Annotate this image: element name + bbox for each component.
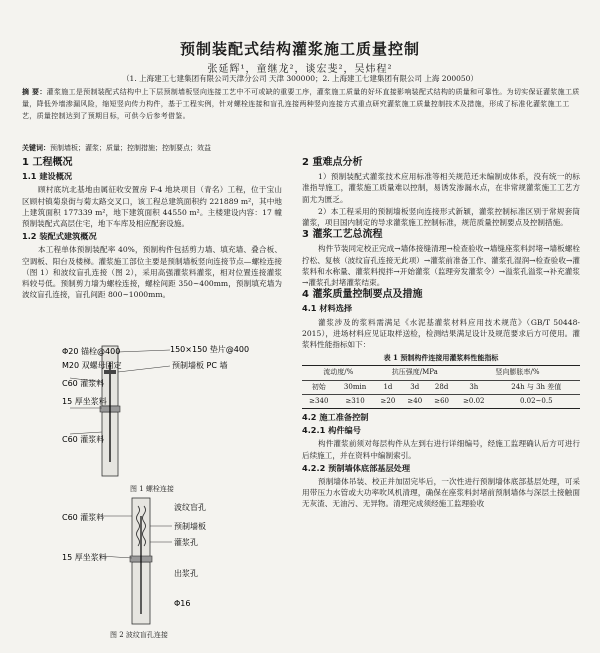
table-caption: 表 1 预制构件连接用灌浆料性能指标 xyxy=(383,353,499,363)
fig1-label: 150×150 垫片@400 xyxy=(170,345,250,354)
abstract xyxy=(22,86,582,122)
table-header-row xyxy=(302,366,580,380)
fig1-label: C60 灌浆料 xyxy=(62,379,105,388)
nut xyxy=(104,370,116,374)
affiliation: （1. 上海建工七建集团有限公司天津分公司 天津 300000；2. 上海建工七建集团有限公司 上海 200050） xyxy=(122,74,478,83)
fig2-label: 波纹盲孔 xyxy=(174,503,206,512)
fig2-label: 出浆孔 xyxy=(174,569,198,578)
subsection-heading: 4.2.2 预制墙体底部基层处理 xyxy=(302,462,411,473)
subsection-heading: 1.2 装配式建筑概况 xyxy=(22,231,97,242)
fig2-label: 15 厚坐浆料 xyxy=(62,553,107,562)
table-cell: 0.02~0.5 xyxy=(493,394,580,408)
authors: 张延辉¹，童继龙²，谈宏斐²，吴炜程² xyxy=(207,64,393,75)
figure-1-caption: 图 1 螺栓连接 xyxy=(130,485,174,493)
fig2-label: Φ16 xyxy=(174,599,191,608)
table-cell: ≥340 xyxy=(302,394,336,408)
table-subheader: 24h 与 3h 差值 xyxy=(493,380,580,394)
fig1-label: C60 灌浆料 xyxy=(62,435,105,444)
subsection-heading: 4.2 施工准备控制 xyxy=(302,412,369,423)
leader-line xyxy=(118,350,170,352)
page-title: 预制装配式结构灌浆施工质量控制 xyxy=(179,40,420,58)
table-header: 抗压强度/MPa xyxy=(375,366,456,380)
abstract-text: 灌浆施工是预制装配式结构中上下层预制墙板竖向连接工艺中不可或缺的重要工序，灌浆施工质量的好坏直接影响装配式结构的质量和可靠性。为切实保证灌浆施工质量，降低外墙渗漏风险，缩短竖向传力构件，基于工程实例，针对螺栓连接和盲孔连接两种竖向连接方式重点研究灌浆施工质量控制技术及措施，形成了标准化灌浆施工工艺，质量控制达到了预期目标，可供今后参考借鉴。 xyxy=(22,88,580,120)
table-header: 竖向膨胀率/% xyxy=(455,366,580,380)
paragraph: 构件节装同定校正完成→墙体接缝清理→检查验收→墙缝座浆料封堵→墙板螺栓拧松、复核（波纹盲孔连接无此项）→灌浆前准备工作、灌浆孔湿润→检查验收→灌浆料和水称量、灌浆料搅拌→开始灌浆（监理旁发灌浆令）→溢浆孔溢浆→补充灌浆→灌浆孔封堵灌浆结束。 xyxy=(302,244,580,288)
table-subheader: 初始 xyxy=(302,380,336,394)
fig2-label: 灌浆孔 xyxy=(174,538,198,547)
fig1-label: 15 厚坐浆料 xyxy=(62,397,107,406)
paragraph: 顾村底坑北基地由属征收安置房 F-4 地块项目（青名）工程，位于宝山区顾村镇菊泉街与菊太路交叉口，该工程总建筑面积约 221889 m²，其中地上建筑面积 177339 m²，地下建筑面积 44550 m²。主楼建设内容：17 幢预制装配式高层住宅，地下车库及相应配套设施。 xyxy=(22,185,282,229)
paragraph: 构件灌浆前须对每层构件从左到右进行详细编号，经施工监理确认后方可进行后续施工，并在资料中编制索引。 xyxy=(302,439,580,460)
table-subheader: 30min xyxy=(336,380,375,394)
subsection-heading: 4.2.1 构件编号 xyxy=(302,425,361,436)
figure-2-caption: 图 2 波纹盲孔连接 xyxy=(110,631,168,639)
right-column xyxy=(302,156,580,511)
table-cell: ≥60 xyxy=(428,394,455,408)
fig2-label: C60 灌浆料 xyxy=(62,513,105,522)
performance-table xyxy=(302,365,580,409)
fig1-label: 预制墙板 PC 墙 xyxy=(172,361,228,370)
table-subheader: 1d xyxy=(375,380,402,394)
paragraph: 2）本工程采用的预制墙板竖向连接形式新颖，灌浆控制标准区别于常规套筒灌浆，项目国内制定的导求灌浆施工控制标准，规范质量控制要点及控制措施。 xyxy=(302,206,580,228)
keywords-text: 预制墙板；灌浆；质量；控制措施；控制要点；效益 xyxy=(50,144,211,152)
fig1-label: M20 双螺母固定 xyxy=(62,361,122,370)
paragraph: 预制墙体吊装、校正并加固完毕后，一次性进行预制墙体底部基层处理，可采用带压力水管或大功率吹风机清理，确保在座浆料封堵前预制墙体与深层土接触面无灰渣、无油污、无异物。清理完成须经施工监理验收 xyxy=(302,477,580,509)
figure-blind-hole-connection xyxy=(60,496,260,628)
section-heading: 2 重难点分析 xyxy=(302,157,363,168)
table-cell: ≥310 xyxy=(336,394,375,408)
leader-line xyxy=(118,366,170,372)
section-heading: 3 灌浆工艺总流程 xyxy=(302,229,383,241)
section-heading: 1 工程概况 xyxy=(22,157,73,168)
subsection-heading: 1.1 建设概况 xyxy=(22,171,73,182)
fig2-label: 预制墙板 xyxy=(174,522,206,531)
left-column xyxy=(22,156,282,301)
paragraph: 灌浆涉及的浆料需满足《水泥基灌浆材料应用技术规范》（GB/T 50448-2015），进场材料应见证取样送检，检测结果满足设计及规范要求后方可使用。灌浆料性能指标如下： xyxy=(302,317,580,350)
paragraph: 本工程单体预制装配率 40%，预制构件包括剪力墙、填充墙、叠合板、空调板、阳台及楼梯。灌浆施工部位主要是预制墙板竖向连接节点—螺栓连接（图 1）和波纹盲孔连接（图 2），采用高强灌浆料灌浆，相对位置连接灌浆料较号低。预制剪力墙为螺栓连接，螺栓间距 350~400mm，预制填充墙为波纹盲孔连接，盲孔间距 800~1000mm。 xyxy=(22,245,282,300)
table-cell: ≥0.02 xyxy=(455,394,492,408)
table-subheader-row xyxy=(302,380,580,394)
leader-line xyxy=(70,432,102,434)
table-subheader: 3h xyxy=(455,380,492,394)
subsection-heading: 4.1 材料选择 xyxy=(302,303,353,314)
paragraph: 1）预制装配式灌浆技术应用标准等相关规范还未编制成体系，没有统一的标准指导施工，灌浆施工质量难以控制，易诱发渗漏水点，在非常规灌浆施工工艺方面尤为匮乏。 xyxy=(302,172,580,204)
keywords xyxy=(22,142,582,154)
table-subheader: 3d xyxy=(401,380,428,394)
keywords-label: 关键词： xyxy=(22,143,50,152)
table-subheader: 28d xyxy=(428,380,455,394)
table-header: 流动度/% xyxy=(302,366,375,380)
table-row xyxy=(302,394,580,408)
section-heading: 4 灌浆质量控制要点及措施 xyxy=(302,289,423,301)
table-cell: ≥20 xyxy=(375,394,402,408)
table-cell: ≥40 xyxy=(401,394,428,408)
abstract-label: 摘 要： xyxy=(22,87,47,96)
figure-bolt-connection xyxy=(60,342,260,480)
fig1-label: Φ20 锚栓@400 xyxy=(62,347,121,356)
